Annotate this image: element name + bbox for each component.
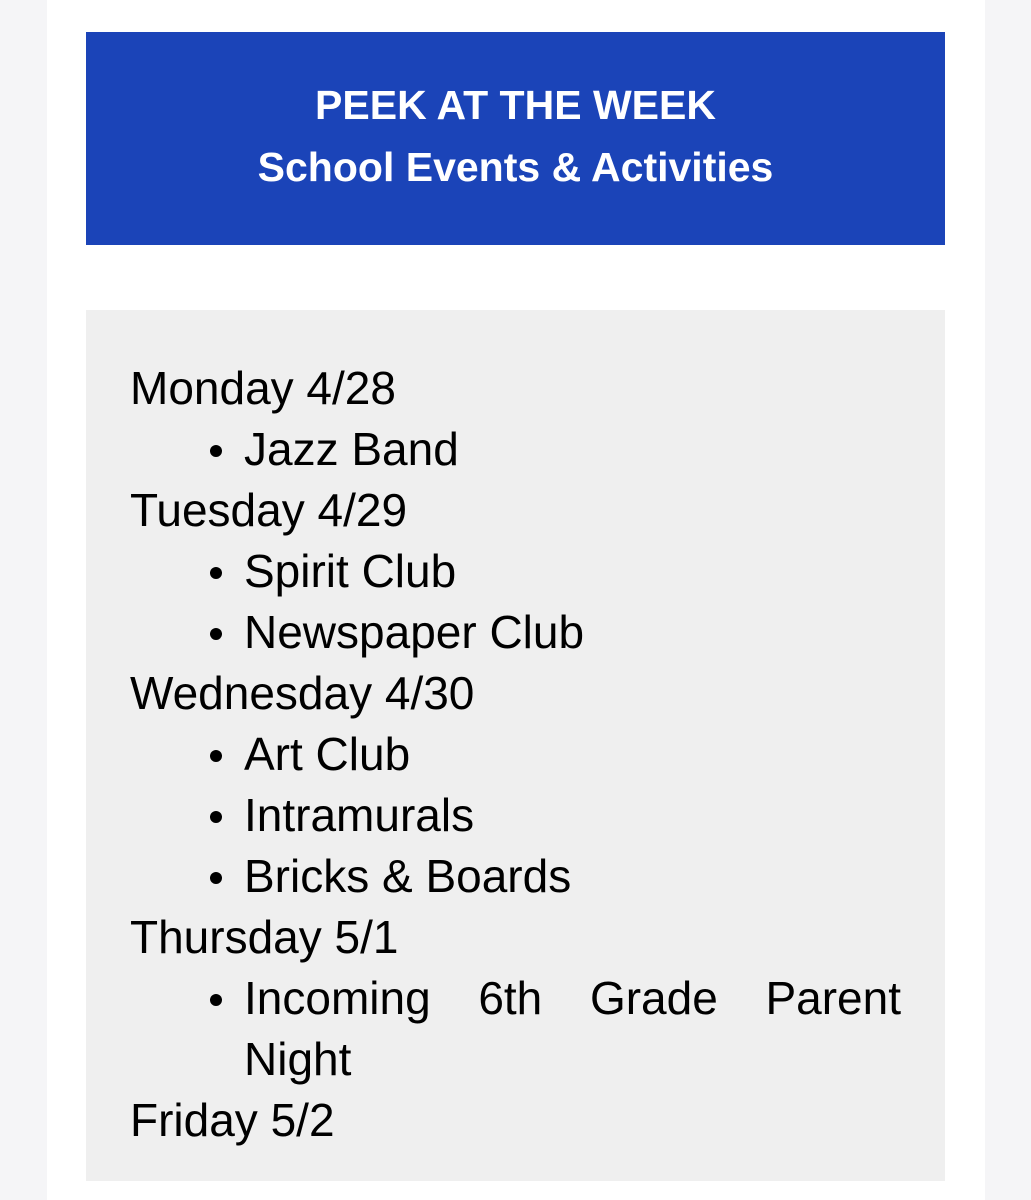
event-label: Intramurals [244,789,475,841]
list-item [130,724,901,785]
events-panel [86,310,945,1181]
page [47,0,985,1200]
header-banner [86,32,945,245]
bullet-icon [210,567,222,579]
bullet-icon [210,750,222,762]
event-label: Art Club [244,728,411,780]
event-label: Spirit Club [244,545,457,597]
day-label-wednesday: Wednesday 4/30 [130,667,475,719]
list-item [130,602,901,663]
list-item [130,846,901,907]
bullet-icon [210,872,222,884]
day-label-friday: Friday 5/2 [130,1094,335,1146]
bullet-icon [210,445,222,457]
banner-title: PEEK AT THE WEEK [315,82,716,128]
list-item [130,541,901,602]
bullet-icon [210,994,222,1006]
day-label-tuesday: Tuesday 4/29 [130,484,408,536]
day-label-thursday: Thursday 5/1 [130,911,399,963]
event-label: Bricks & Boards [244,850,572,902]
event-label: Incoming 6th Grade Parent Night [244,972,901,1085]
event-label: Newspaper Club [244,606,585,658]
list-item [130,968,901,1090]
banner-subtitle: School Events & Activities [257,144,774,190]
bullet-icon [210,628,222,640]
day-label-monday: Monday 4/28 [130,362,396,414]
list-item [130,785,901,846]
list-item [130,419,901,480]
bullet-icon [210,811,222,823]
event-label: Jazz Band [244,423,459,475]
